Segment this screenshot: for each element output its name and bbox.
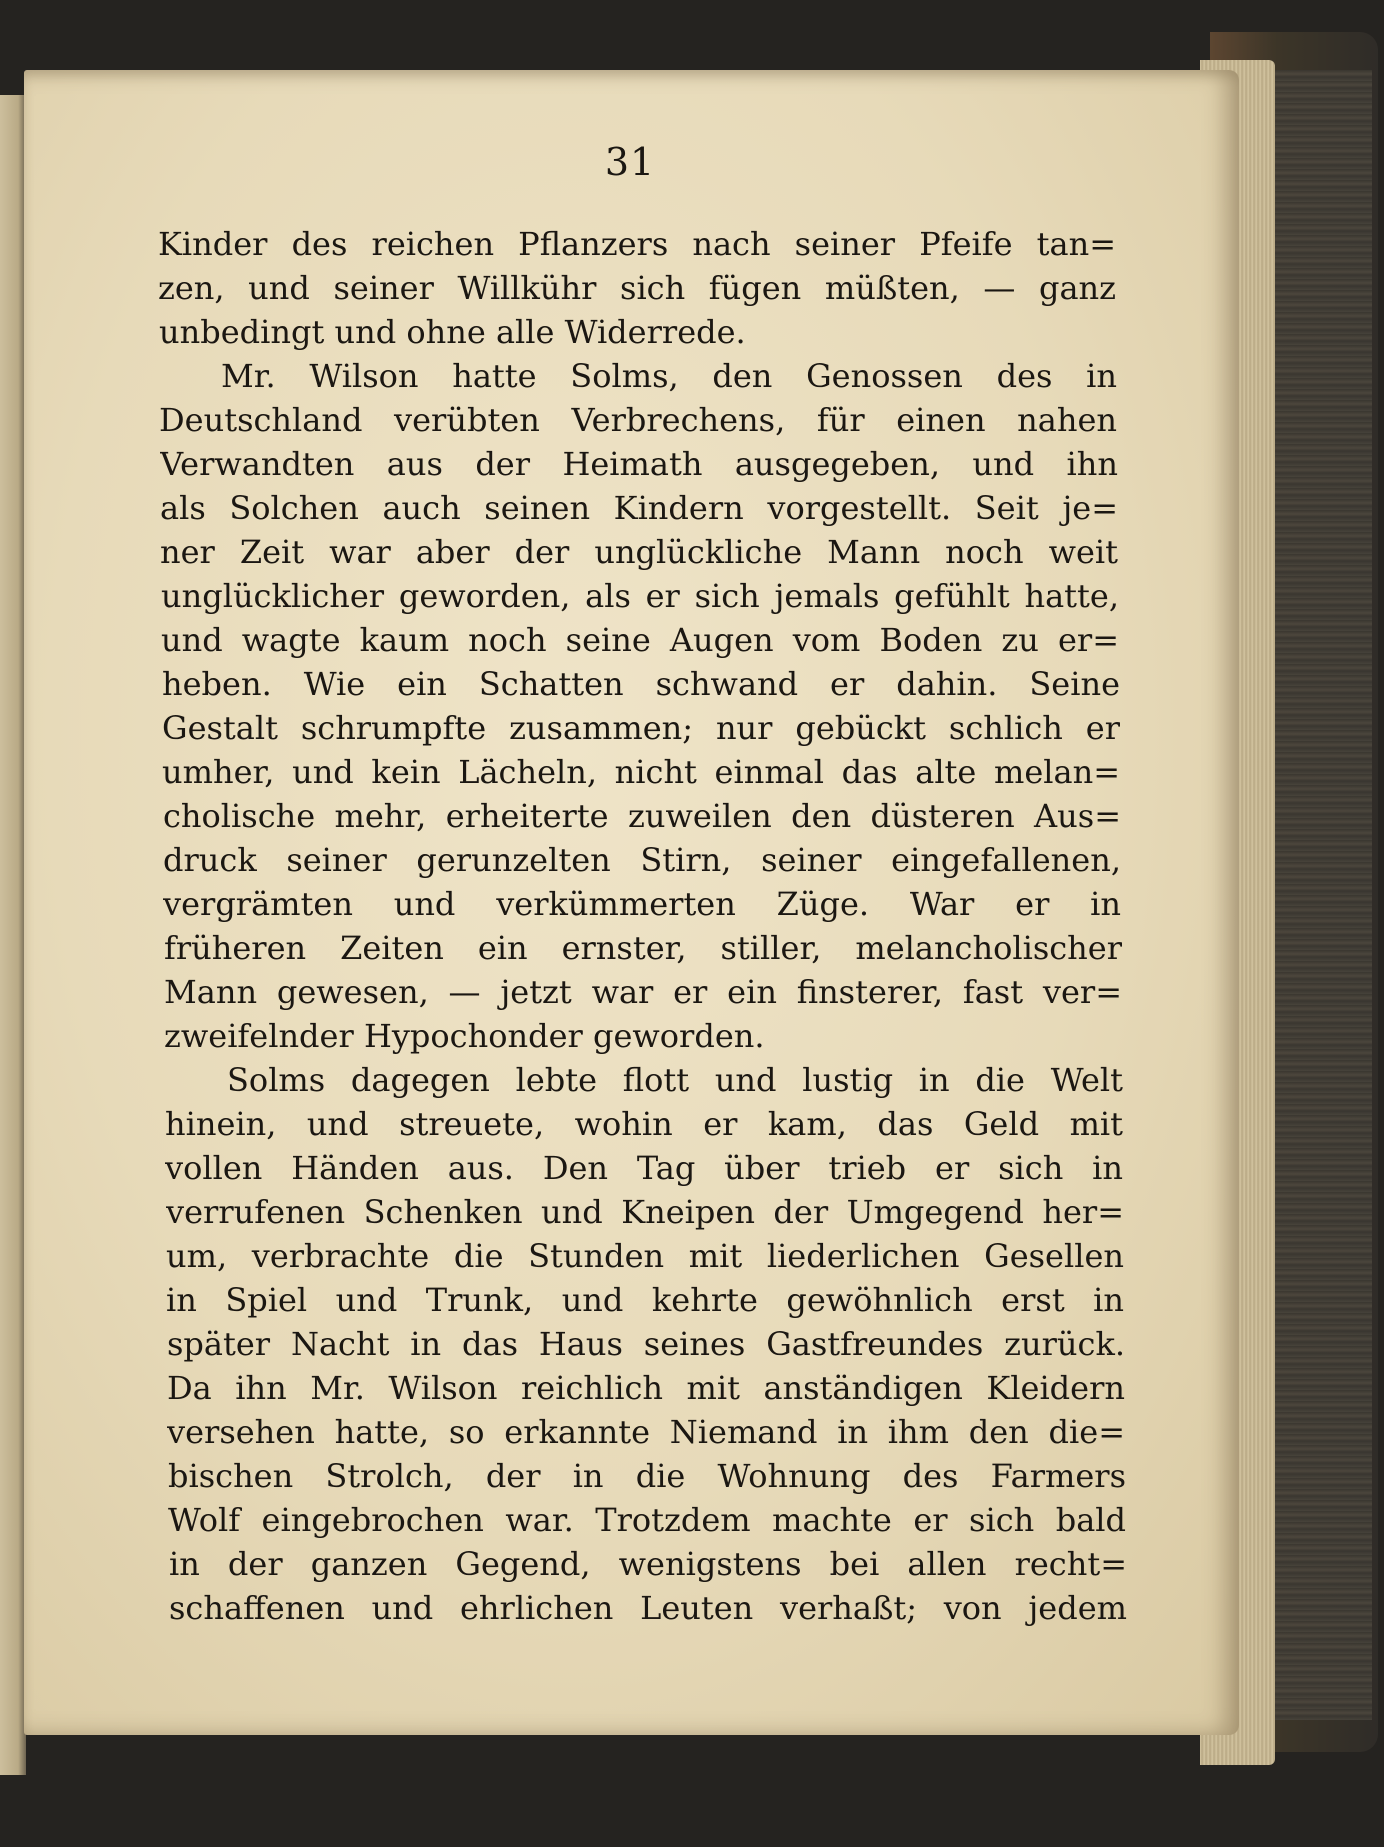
text-line: als Solchen auch seinen Kindern vorgestellt. Seit je= [160,489,1118,527]
text-line: Mr. Wilson hatte Solms, den Genossen des in [221,357,1117,395]
body-text [158,222,1127,1630]
text-line: Kinder des reichen Pflanzers nach seiner Pfeife tan= [158,225,1116,263]
text-line: schaffenen und ehrlichen Leuten verhaßt; von jedem [169,1589,1127,1627]
text-line: Solms dagegen lebte flott und lustig in die Welt [227,1061,1123,1099]
text-line: verrufenen Schenken und Kneipen der Umgegend her= [166,1193,1124,1231]
text-line: versehen hatte, so erkannte Niemand in ihm den die= [167,1413,1125,1451]
text-line: Mann gewesen, — jetzt war er ein finsterer, fast ver= [164,973,1122,1011]
text-line: in der ganzen Gegend, wenigstens bei allen recht= [169,1545,1127,1583]
text-line: später Nacht in das Haus seines Gastfreundes zurück. [167,1325,1125,1363]
text-line: vergrämten und verkümmerten Züge. War er in [163,885,1121,923]
text-line: druck seiner gerunzelten Stirn, seiner eingefallenen, [163,841,1121,879]
text-line: cholische mehr, erheiterte zuweilen den düsteren Aus= [163,797,1121,835]
page-number: 31 [604,140,656,184]
text-line: ner Zeit war aber der unglückliche Mann noch weit [160,533,1118,571]
previous-page-edge [0,95,26,1775]
text-line: zen, und seiner Willkühr sich fügen müßten, — ganz [158,269,1116,307]
text-line: Verwandten aus der Heimath ausgegeben, und ihn [160,445,1118,483]
cover-texture [1268,70,1372,1720]
text-line: und wagte kaum noch seine Augen vom Boden zu er= [161,621,1119,659]
text-line: vollen Händen aus. Den Tag über trieb er sich in [165,1149,1123,1187]
text-line: unglücklicher geworden, als er sich jemals gefühlt hatte, [161,577,1119,615]
text-line: Deutschland verübten Verbrechens, für einen nahen [159,401,1117,439]
text-line: früheren Zeiten ein ernster, stiller, melancholischer [164,929,1122,967]
text-line: Wolf eingebrochen war. Trotzdem machte er sich bald [168,1501,1126,1539]
text-line: Da ihn Mr. Wilson reichlich mit anständigen Kleidern [167,1369,1125,1407]
text-line: um, verbrachte die Stunden mit liederlichen Gesellen [166,1237,1124,1275]
text-line: zweifelnder Hypochonder geworden. [164,1017,765,1055]
text-line: hinein, und streuete, wohin er kam, das Geld mit [165,1105,1123,1143]
text-line: Gestalt schrumpfte zusammen; nur gebückt schlich er [162,709,1120,747]
text-line: umher, und kein Lächeln, nicht einmal das alte melan= [162,753,1120,791]
text-line: unbedingt und ohne alle Widerrede. [159,313,746,351]
text-line: in Spiel und Trunk, und kehrte gewöhnlich erst in [166,1281,1124,1319]
text-line: heben. Wie ein Schatten schwand er dahin. Seine [162,665,1120,703]
text-line: bischen Strolch, der in die Wohnung des Farmers [168,1457,1126,1495]
